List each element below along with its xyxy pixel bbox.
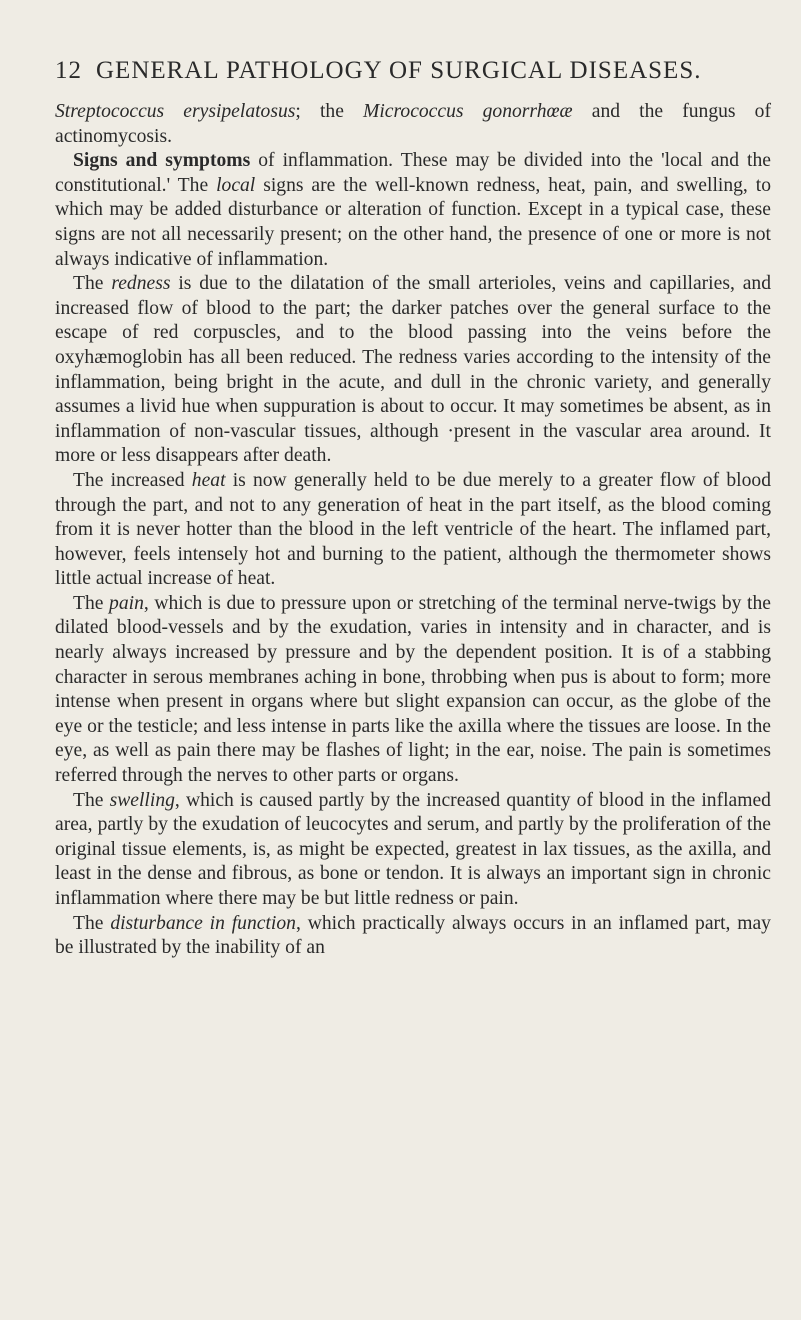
text-run: The [73,592,110,614]
text-run: The [73,912,111,934]
italic-term: redness [111,273,171,295]
body-text [55,100,771,961]
page-number: 12 [55,57,82,84]
text-run: , which practically always occurs in an inflamed part, may be illustrated by the inability of an [55,912,771,959]
text-run: and the fungus of actinomycosis. [55,101,771,147]
italic-term: Micrococcus gonorrhœæ [363,101,573,122]
text-run: , which is caused partly by the increased quantity of blood in the inflamed area, partly by the exudation of leucocytes and serum, and partly by the proliferation of the original tissue elements, is, as might be expected, greatest in lax tissues, as the axilla, and least in the dense and fibrous, as bone or tendon. It is always an important sign in chronic inflammation where there may be but little redness or pain. [55,789,771,909]
paragraph-function [55,912,771,961]
bold-heading: Signs and symptoms [73,150,251,172]
paragraph-pain [55,592,771,789]
text-run: ; the [295,101,364,122]
italic-term: disturbance in function [110,912,296,934]
text-run: signs are the well-known redness, heat, pain, and swelling, to which may be added disturbance or alteration of function. Except in a typical case, these signs are not all necessarily present; on the other hand, the presence of one or more is not always indicative of inflammation. [55,174,771,270]
running-title: GENERAL PATHOLOGY OF SURGICAL DISEASES. [96,57,702,84]
italic-term: pain [109,592,144,614]
text-run: , which is due to pressure upon or stretching of the terminal nerve-twigs by the dilated blood-vessels and by the exudation, varies in intensity and in character, and is nearly always increased by pressure and by the dependent position. It is of a stabbing character in serous membranes aching in bone, throbbing when pus is about to form; more intense when present in organs where but slight expansion can occur, as the globe of the eye or the testicle; and less intense in parts like the axilla where the tissues are loose. In the eye, as well as pain there may be flashes of light; in the ear, noise. The pain is sometimes referred through the nerves to other parts or organs. [55,592,771,787]
italic-term: local [216,174,256,196]
paragraph-redness [55,272,771,469]
text-run: is now generally held to be due merely to a greater flow of blood through the part, and not to any generation of heat in the part itself, as the blood coming from it is never hotter than the blood in the left ventricle of the heart. The inflamed part, however, feels intensely hot and burning to the patient, although the thermometer shows little actual increase of heat. [55,469,772,590]
running-header [55,56,771,86]
italic-term: swelling [109,789,175,811]
paragraph-organisms [55,100,771,149]
italic-term: Streptococcus erysipelatosus [55,101,296,122]
text-run: is due to the dilatation of the small arterioles, veins and capillaries, and increased flow of blood to the part; the darker patches over the general surface to the escape of red corpuscles, and to the blood passing into the veins before the oxyhæmoglobin has all been reduced. The redness varies according to the intensity of the inflammation, being bright in the acute, and dull in the chronic variety, and generally assumes a livid hue when suppuration is about to occur. It may sometimes be absent, as in inflammation of non-vascular tissues, although ·present in the vascular area around. It more or less disappears after death. [55,273,771,467]
italic-term: heat [191,469,226,491]
text-run: The [73,789,110,811]
text-run: The increased [73,469,192,491]
paragraph-heat [55,469,771,592]
paragraph-signs-symptoms [55,149,771,272]
paragraph-swelling [55,789,771,912]
text-run: of inflammation. These may be divided into the 'local and the constitutional.' The [55,150,771,196]
text-run: The [73,273,112,295]
